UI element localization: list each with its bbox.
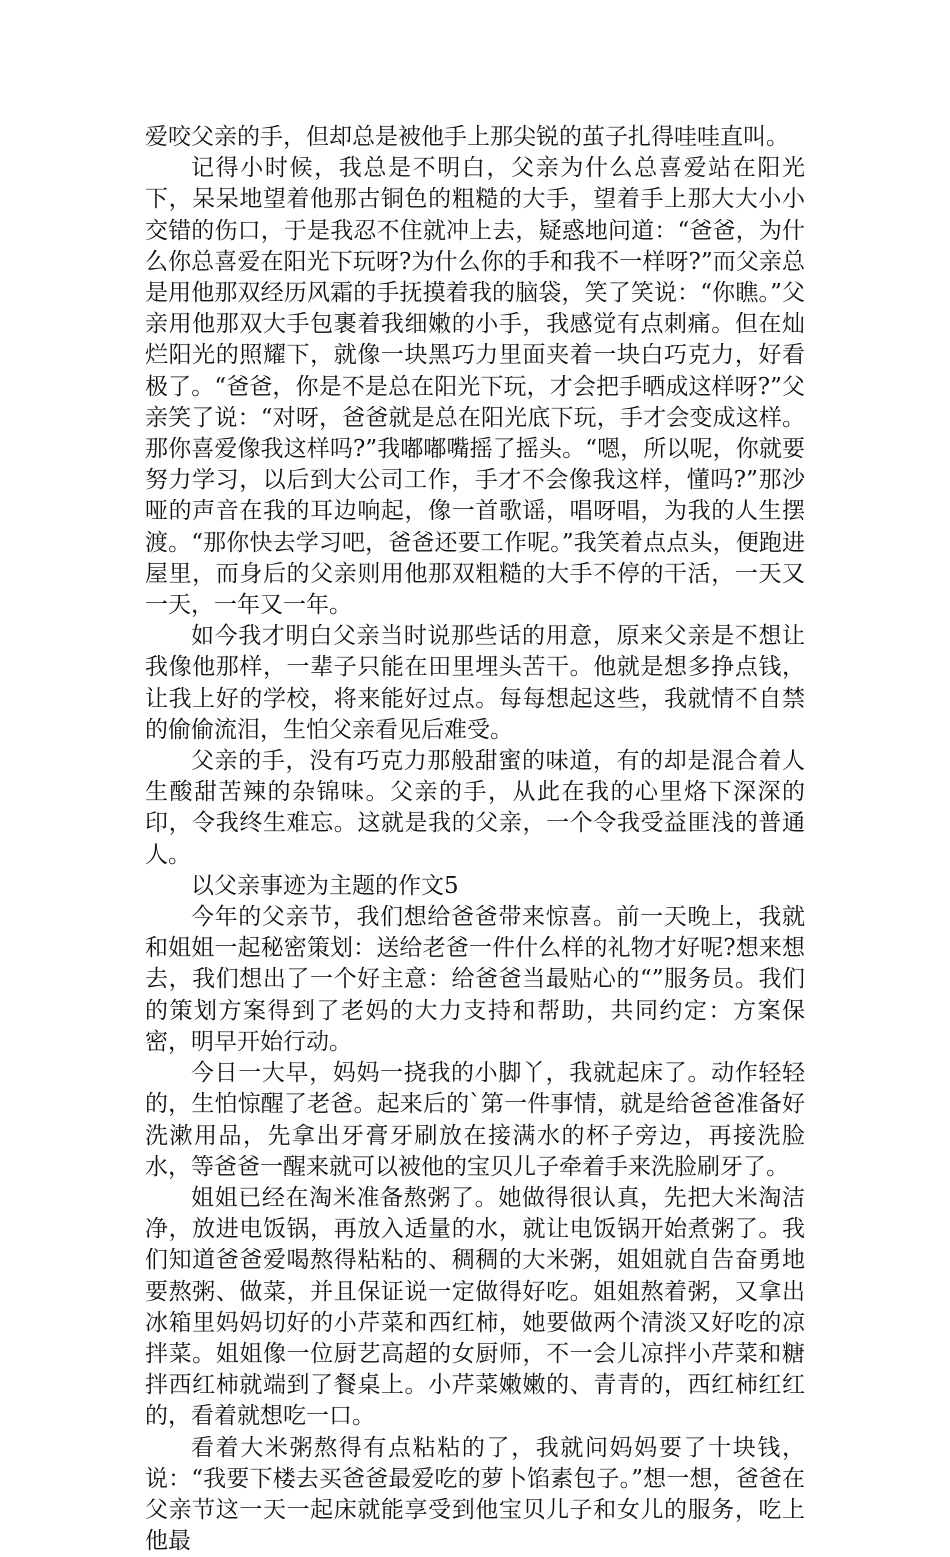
- essay-heading: 以父亲事迹为主题的作文5: [191, 872, 459, 899]
- document-body: [145, 122, 805, 1557]
- paragraph-sister-cooking: 姐姐已经在淘米准备熬粥了。她做得很认真，先把大米淘洁净，放进电饭锅，再放入适量的水，就让电饭锅开始煮粥了。我们知道爸爸爱喝熬得粘粘的、稠稠的大米粥，姐姐就自告奋勇地要熬粥、做菜，并且保证说一定做得好吃。姐姐熬着粥，又拿出冰箱里妈妈切好的小芹菜和西红柿，她要做两个清淡又好吃的凉拌菜。姐姐像一位厨艺高超的女厨师，不一会儿凉拌小芹菜和糖拌西红柿就端到了餐桌上。小芹菜嫩嫩的、青青的，西红柿红红的，看着就想吃一口。: [145, 1184, 805, 1430]
- paragraph-childhood-memory: 记得小时候，我总是不明白，父亲为什么总喜爱站在阳光下，呆呆地望着他那古铜色的粗糙的大手，望着手上那大大小小交错的伤口，于是我忍不住就冲上去，疑惑地问道：“爸爸，为什么你总喜爱在阳光下玩呀?为什么你的手和我不一样呀?”而父亲总是用他那双经历风霜的手抚摸着我的脑袋，笑了笑说：“你瞧。”父亲用他那双大手包裹着我细嫩的小手，我感觉有点刺痛。但在灿烂阳光的照耀下，就像一块黑巧力里面夹着一块白巧克力，好看极了。“爸爸，你是不是总在阳光下玩，才会把手晒成这样呀?”父亲笑了说：“对呀，爸爸就是总在阳光底下玩，手才会变成这样。那你喜爱像我这样吗?”我嘟嘟嘴摇了摇头。“嗯，所以呢，你就要努力学习，以后到大公司工作，手才不会像我这样，懂吗?”那沙哑的声音在我的耳边响起，像一首歌谣，唱呀唱，为我的人生摆渡。“那你快去学习吧，爸爸还要工作呢。”我笑着点点头，便跑进屋里，而身后的父亲则用他那双粗糙的大手不停的干活，一天又一天，一年又一年。: [145, 155, 805, 619]
- paragraph-fathers-day-plan: 今年的父亲节，我们想给爸爸带来惊喜。前一天晚上，我就和姐姐一起秘密策划：送给老爸一件什么样的礼物才好呢?想来想去，我们想出了一个好主意：给爸爸当最贴心的“”服务员。我们的策划方案得到了老妈的大力支持和帮助，共同约定：方案保密，明早开始行动。: [145, 904, 805, 1055]
- paragraph-continuation: 爱咬父亲的手，但却总是被他手上那尖锐的茧子扎得哇哇直叫。: [145, 124, 789, 150]
- paragraph-understanding: 如今我才明白父亲当时说那些话的用意，原来父亲是不想让我像他那样，一辈子只能在田里埋头苦干。他就是想多挣点钱，让我上好的学校，将来能好过点。每每想起这些，我就情不自禁的偷偷流泪，生怕父亲看见后难受。: [145, 623, 805, 743]
- paragraph-fathers-hands: 父亲的手，没有巧克力那般甜蜜的味道，有的却是混合着人生酸甜苦辣的杂锦味。父亲的手，从此在我的心里烙下深深的印，令我终生难忘。这就是我的父亲，一个令我受益匪浅的普通人。: [145, 748, 805, 868]
- paragraph-morning: 今日一大早，妈妈一挠我的小脚丫，我就起床了。动作轻轻的，生怕惊醒了老爸。起来后的`第一件事情，就是给爸爸准备好洗漱用品，先拿出牙膏牙刷放在接满水的杯子旁边，再接洗脸水，等爸爸一醒来就可以被他的宝贝儿子牵着手来洗脸刷牙了。: [145, 1060, 805, 1180]
- paragraph-buying-buns: 看着大米粥熬得有点粘粘的了，我就问妈妈要了十块钱，说：“我要下楼去买爸爸最爱吃的萝卜馅素包子。”想一想，爸爸在父亲节这一天一起床就能享受到他宝贝儿子和女儿的服务，吃上他最: [145, 1434, 805, 1555]
